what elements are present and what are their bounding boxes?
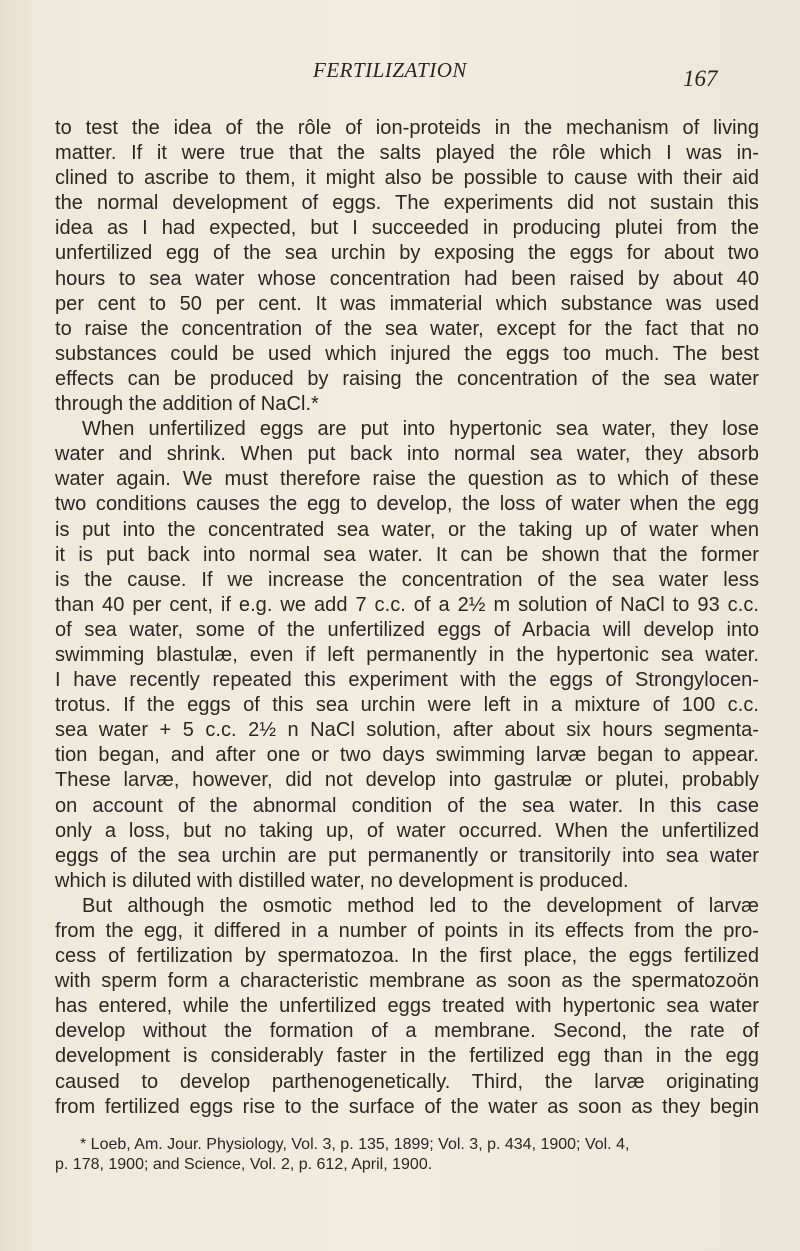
text-line: with sperm form a characteristic membrane as soon as the spermatozoön [55,970,759,993]
text-line: water and shrink. When put back into normal sea water, they absorb [55,443,759,466]
text-line: These larvæ, however, did not develop into gastrulæ or plutei, probably [55,769,759,792]
text-line: effects can be produced by raising the concentration of the sea water [55,367,759,390]
text-line: I have recently repeated this experiment with the eggs of Strongylocen- [55,669,759,692]
text-line: from fertilized eggs rise to the surface of the water as soon as they begin [55,1095,759,1118]
text-line: of sea water, some of the unfertilized eggs of Arbacia will develop into [55,618,759,641]
text-line: on account of the abnormal condition of the sea water. In this case [55,794,759,817]
text-line: eggs of the sea urchin are put permanently or transitorily into sea water [55,844,759,867]
text-line: which is diluted with distilled water, no development is produced. [55,869,629,892]
text-line: trotus. If the eggs of this sea urchin were left in a mixture of 100 c.c. [55,694,759,717]
text-line: per cent to 50 per cent. It was immaterial which substance was used [55,292,759,315]
text-line: caused to develop parthenogenetically. Third, the larvæ originating [55,1070,759,1093]
text-line: But although the osmotic method led to the development of larvæ [82,894,759,917]
running-title: FERTILIZATION [313,58,467,82]
text-line: to raise the concentration of the sea water, except for the fact that no [55,317,759,340]
text-line: substances could be used which injured the eggs too much. The best [55,342,759,365]
text-line: idea as I had expected, but I succeeded in producing plutei from the [55,217,759,240]
text-line: hours to sea water whose concentration had been raised by about 40 [55,267,759,290]
text-line: is the cause. If we increase the concentration of the sea water less [55,568,759,591]
text-line: it is put back into normal sea water. It can be shown that the former [55,543,759,566]
footnote [55,1135,759,1175]
footnote-line: p. 178, 1900; and Science, Vol. 2, p. 612, April, 1900. [55,1156,433,1173]
text-line: unfertilized egg of the sea urchin by exposing the eggs for about two [55,242,759,265]
text-line: than 40 per cent, if e.g. we add 7 c.c. of a 2½ m solution of NaCl to 93 c.c. [55,593,759,616]
text-line: from the egg, it differed in a number of points in its effects from the pro- [55,920,759,942]
text-line: matter. If it were true that the salts played the rôle which I was in- [55,142,759,165]
text-line: clined to ascribe to them, it might also be possible to cause with their aid [55,167,759,190]
text-line: When unfertilized eggs are put into hypertonic sea water, they lose [82,418,759,441]
text-line: swimming blastulæ, even if left permanently in the hypertonic sea water. [55,643,759,666]
text-line: through the addition of NaCl.* [55,393,319,416]
text-line: tion began, and after one or two days swimming larvæ began to appear. [55,744,759,767]
text-line: the normal development of eggs. The experiments did not sustain this [55,192,759,215]
text-line: water again. We must therefore raise the question as to which of these [55,468,759,491]
text-line: development is considerably faster in the fertilized egg than in the egg [55,1045,759,1068]
text-line: is put into the concentrated sea water, or the taking up of water when [55,518,759,541]
page-number: 167 [683,66,718,91]
text-line: has entered, while the unfertilized eggs treated with hypertonic sea water [55,995,759,1018]
text-line: to test the idea of the rôle of ion-proteids in the mechanism of living [55,117,759,139]
body-text [55,116,759,1120]
text-line: only a loss, but no taking up, of water occurred. When the unfertilized [55,819,759,842]
text-line: cess of fertilization by spermatozoa. In the first place, the eggs fertilized [55,945,759,968]
text-line: two conditions causes the egg to develop, the loss of water when the egg [55,493,759,516]
text-line: sea water + 5 c.c. 2½ n NaCl solution, after about six hours segmenta- [55,719,759,742]
footnote-line: * Loeb, Am. Jour. Physiology, Vol. 3, p. 135, 1899; Vol. 3, p. 434, 1900; Vol. 4, [80,1136,630,1153]
text-line: develop without the formation of a membrane. Second, the rate of [55,1020,759,1043]
